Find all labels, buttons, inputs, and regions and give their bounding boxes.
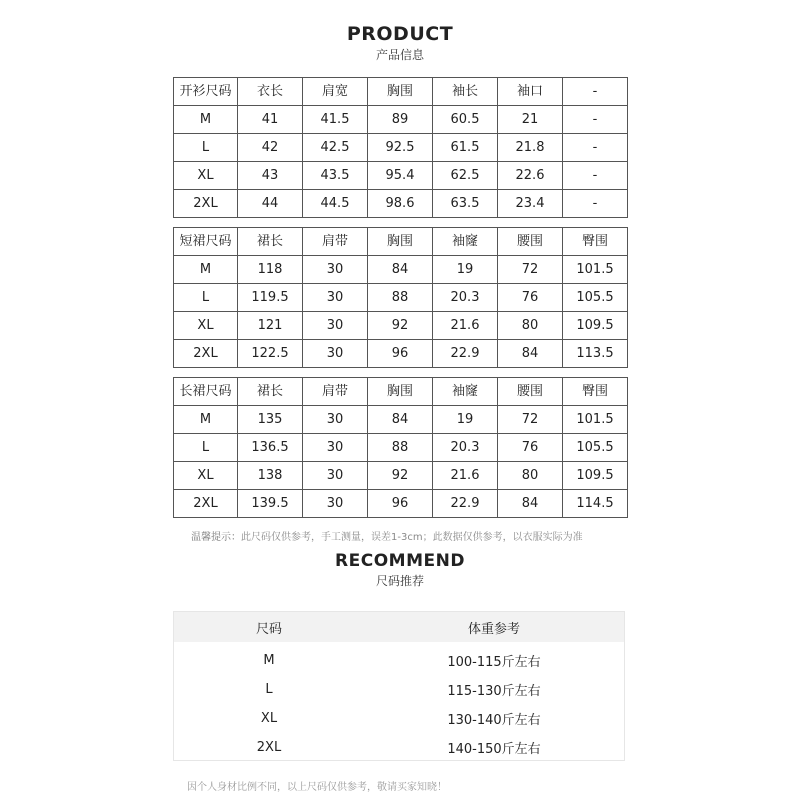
table-row xyxy=(174,340,628,368)
table-cell: 105.5 xyxy=(563,434,628,462)
header-cell: 胸围 xyxy=(368,78,433,106)
table-cell: 84 xyxy=(368,256,433,284)
recommend-row xyxy=(174,646,624,675)
table-cell: 113.5 xyxy=(563,340,628,368)
cardigan-size-table xyxy=(173,77,628,218)
table-cell: 92.5 xyxy=(368,134,433,162)
table-cell: 96 xyxy=(368,340,433,368)
table-cell: 22.9 xyxy=(433,340,498,368)
recommend-size: XL xyxy=(260,711,278,726)
table-cell: M xyxy=(174,106,238,134)
recommend-heading xyxy=(0,551,800,589)
table-cell: 61.5 xyxy=(433,134,498,162)
recommend-weight: 130-140斤左右 xyxy=(447,713,541,728)
header-cell: 衣长 xyxy=(238,78,303,106)
header-cell: 袖长 xyxy=(433,78,498,106)
header-cell: 裙长 xyxy=(238,228,303,256)
table-cell: 118 xyxy=(238,256,303,284)
table-row xyxy=(174,462,628,490)
table-cell: 88 xyxy=(368,434,433,462)
header-cell: 腰围 xyxy=(498,378,563,406)
header-cell: 短裙尺码 xyxy=(174,228,238,256)
table-cell: 21.6 xyxy=(433,312,498,340)
table-cell: - xyxy=(563,106,628,134)
table-cell: L xyxy=(174,434,238,462)
table-cell: 44 xyxy=(238,190,303,218)
header-cell: 袖口 xyxy=(498,78,563,106)
size-note-text: 此尺码仅供参考，手工测量，误差1-3cm；此数据仅供参考，以衣服实际为准 xyxy=(241,532,583,543)
table-row xyxy=(174,256,628,284)
table-cell: 96 xyxy=(368,490,433,518)
table-cell: 30 xyxy=(303,406,368,434)
table-cell: 76 xyxy=(498,284,563,312)
table-cell: 72 xyxy=(498,406,563,434)
table-cell: 114.5 xyxy=(563,490,628,518)
header-cell: 腰围 xyxy=(498,228,563,256)
recommend-weight: 115-130斤左右 xyxy=(447,684,541,699)
table-cell: 2XL xyxy=(174,340,238,368)
recommend-weight: 100-115斤左右 xyxy=(447,655,541,670)
table-cell: 119.5 xyxy=(238,284,303,312)
header-cell: 肩带 xyxy=(303,228,368,256)
header-cell: 臀围 xyxy=(563,378,628,406)
table-cell: 98.6 xyxy=(368,190,433,218)
table-cell: 84 xyxy=(498,340,563,368)
table-cell: 21.6 xyxy=(433,462,498,490)
table-row xyxy=(174,134,628,162)
table-row xyxy=(174,106,628,134)
table-cell: 72 xyxy=(498,256,563,284)
header-cell: 肩带 xyxy=(303,378,368,406)
table-cell: 89 xyxy=(368,106,433,134)
table-cell: 2XL xyxy=(174,490,238,518)
table-cell: 109.5 xyxy=(563,312,628,340)
table-cell: 80 xyxy=(498,462,563,490)
recommend-row xyxy=(174,675,624,704)
header-cell: 裙长 xyxy=(238,378,303,406)
product-heading xyxy=(0,24,800,63)
recommend-row xyxy=(174,704,624,733)
table-cell: 30 xyxy=(303,434,368,462)
table-cell: 84 xyxy=(368,406,433,434)
table-cell: 22.9 xyxy=(433,490,498,518)
table-cell: 22.6 xyxy=(498,162,563,190)
table-cell: 122.5 xyxy=(238,340,303,368)
table-cell: 44.5 xyxy=(303,190,368,218)
header-cell: 袖窿 xyxy=(433,228,498,256)
header-cell: 胸围 xyxy=(368,378,433,406)
table-cell: 92 xyxy=(368,312,433,340)
table-header-row xyxy=(174,378,628,406)
table-cell: 41.5 xyxy=(303,106,368,134)
table-cell: 136.5 xyxy=(238,434,303,462)
table-cell: 92 xyxy=(368,462,433,490)
size-note-label: 温馨提示： xyxy=(191,532,241,543)
table-row xyxy=(174,162,628,190)
table-row xyxy=(174,312,628,340)
table-cell: 20.3 xyxy=(433,284,498,312)
recommend-title: RECOMMEND xyxy=(335,551,465,571)
recommend-size: M xyxy=(263,653,275,668)
header-cell: - xyxy=(563,78,628,106)
table-cell: 19 xyxy=(433,256,498,284)
recommend-rows xyxy=(174,642,624,762)
table-cell: 30 xyxy=(303,284,368,312)
table-cell: L xyxy=(174,284,238,312)
product-title: PRODUCT xyxy=(346,23,454,45)
table-cell: 2XL xyxy=(174,190,238,218)
table-cell: 30 xyxy=(303,340,368,368)
header-cell: 胸围 xyxy=(368,228,433,256)
recommend-table xyxy=(173,611,625,761)
table-cell: 84 xyxy=(498,490,563,518)
header-cell: 袖窿 xyxy=(433,378,498,406)
table-cell: 43.5 xyxy=(303,162,368,190)
header-cell: 开衫尺码 xyxy=(174,78,238,106)
table-row xyxy=(174,284,628,312)
table-cell: 63.5 xyxy=(433,190,498,218)
table-cell: - xyxy=(563,162,628,190)
table-cell: 60.5 xyxy=(433,106,498,134)
table-cell: XL xyxy=(174,462,238,490)
recommend-header-weight: 体重参考 xyxy=(467,621,520,637)
long-dress-size-table xyxy=(173,377,628,518)
size-note xyxy=(191,528,583,543)
table-cell: 121 xyxy=(238,312,303,340)
table-cell: 30 xyxy=(303,256,368,284)
table-cell: 19 xyxy=(433,406,498,434)
table-cell: - xyxy=(563,134,628,162)
table-row xyxy=(174,434,628,462)
recommend-subtitle: 尺码推荐 xyxy=(375,574,424,588)
table-cell: 95.4 xyxy=(368,162,433,190)
table-cell: 109.5 xyxy=(563,462,628,490)
table-cell: 41 xyxy=(238,106,303,134)
header-cell: 长裙尺码 xyxy=(174,378,238,406)
table-cell: 21 xyxy=(498,106,563,134)
table-cell: M xyxy=(174,256,238,284)
table-cell: 30 xyxy=(303,490,368,518)
table-cell: 23.4 xyxy=(498,190,563,218)
table-cell: - xyxy=(563,190,628,218)
table-cell: XL xyxy=(174,312,238,340)
table-cell: 101.5 xyxy=(563,406,628,434)
table-header-row xyxy=(174,78,628,106)
footnote: 因个人身材比例不同，以上尺码仅供参考，敬请买家知晓！ xyxy=(187,782,447,793)
table-cell: 105.5 xyxy=(563,284,628,312)
table-cell: 30 xyxy=(303,312,368,340)
table-cell: 42 xyxy=(238,134,303,162)
short-dress-size-table xyxy=(173,227,628,368)
header-cell: 肩宽 xyxy=(303,78,368,106)
table-cell: 80 xyxy=(498,312,563,340)
recommend-size: L xyxy=(265,682,273,697)
table-cell: 62.5 xyxy=(433,162,498,190)
table-cell: 42.5 xyxy=(303,134,368,162)
table-cell: 30 xyxy=(303,462,368,490)
table-cell: 76 xyxy=(498,434,563,462)
table-cell: 101.5 xyxy=(563,256,628,284)
table-row xyxy=(174,406,628,434)
table-cell: L xyxy=(174,134,238,162)
recommend-header-row xyxy=(174,612,624,642)
table-cell: M xyxy=(174,406,238,434)
recommend-weight: 140-150斤左右 xyxy=(447,742,541,757)
table-cell: 139.5 xyxy=(238,490,303,518)
table-row xyxy=(174,190,628,218)
table-cell: 21.8 xyxy=(498,134,563,162)
table-header-row xyxy=(174,228,628,256)
table-cell: XL xyxy=(174,162,238,190)
table-cell: 20.3 xyxy=(433,434,498,462)
header-cell: 臀围 xyxy=(563,228,628,256)
product-subtitle: 产品信息 xyxy=(375,48,424,62)
recommend-row xyxy=(174,733,624,762)
recommend-size: 2XL xyxy=(256,740,282,755)
table-cell: 88 xyxy=(368,284,433,312)
table-row xyxy=(174,490,628,518)
table-cell: 43 xyxy=(238,162,303,190)
table-cell: 135 xyxy=(238,406,303,434)
table-cell: 138 xyxy=(238,462,303,490)
recommend-header-size: 尺码 xyxy=(255,621,282,637)
